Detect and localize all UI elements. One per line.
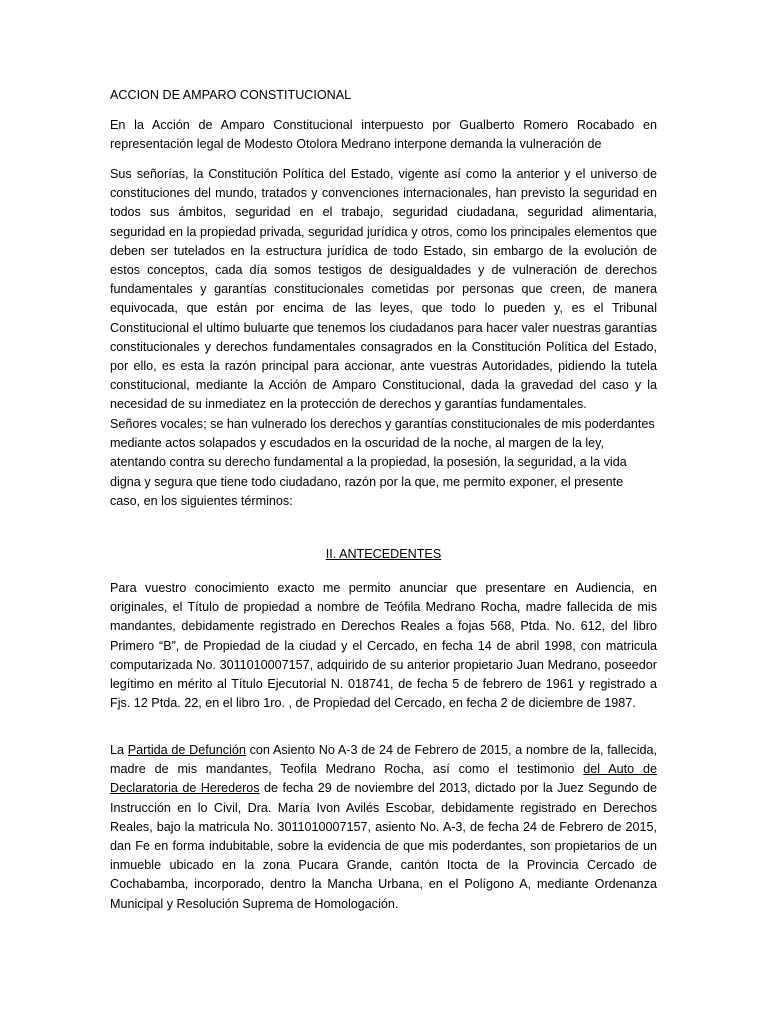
paragraph-vocales: Señores vocales; se han vulnerado los derechos y garantías constitucionales de mis poderdantes mediante actos solapados y escudados en la oscuridad de la noche, al margen de la ley, atentando contra su derecho fundamental a la propiedad, la posesión, la seguridad, a la vida digna y segura que tiene todo ciudadano, razón por la que, me permito exponer, el presente caso, en los siguientes términos: <box>110 417 655 508</box>
paragraph-text: con Asiento No A-3 de 24 de Febrero de 2015, a nombre de la, fallecida, madre de mis mandantes, Teofila Medrano Rocha, así como el testimonio <box>110 743 657 777</box>
intro-paragraph: En la Acción de Amparo Constitucional interpuesto por Gualberto Romero Rocabado en representación legal de Modesto Otolora Medrano interpone demanda la vulneración de <box>110 118 657 152</box>
underlined-partida-defuncion: Partida de Defunción <box>127 743 246 757</box>
section-heading-text: II. ANTECEDENTES <box>325 547 442 561</box>
paragraph-senorias: Sus señorías, la Constitución Política del Estado, vigente así como la anterior y el universo de constituciones del mundo, tratados y convenciones internacionales, han previsto la seguridad en todos sus ámbitos, seguridad en el trabajo, seguridad ciudadana, seguridad alimentaria, seguridad en la propiedad privada, seguridad jurídica y otros, como los principales elementos que deben ser tutelados en la estructura jurídica de todo Estado, sin embargo de la evolución de estos conceptos, cada día somos testigos de desigualdades y de vulneración de derechos fundamentales y garantías constitucionales cometidas por personas que creen, de manera equivocada, que están por encima de las leyes, que todo lo pueden y, es el Tribunal Constitucional el ultimo buluarte que tenemos los ciudadanos para hacer valer nuestras garantías constitucionales y derechos fundamentales consagrados en la Constitución Política del Estado, por ello, es esta la razón principal para accionar, ante vuestras Autoridades, pidiendo la tutela constitucional, mediante la Acción de Amparo Constitucional, dada la gravedad del caso y la necesidad de su inmediatez en la protección de derechos y garantías fundamentales. <box>110 167 657 412</box>
section-heading <box>110 545 657 564</box>
underlined-auto-declaratoria: del Auto de Declaratoria de Herederos <box>110 762 657 796</box>
paragraph-conocimiento: Para vuestro conocimiento exacto me permito anunciar que presentare en Audiencia, en originales, el Título de propiedad a nombre de Teófila Medrano Rocha, madre fallecida de mis mandantes, debidamente registrado en Derechos Reales a fojas 568, Ptda. No. 612, del libro Primero “B”, de Propiedad de la ciudad y el Cercado, en fecha 14 de abril 1998, con matricula computarizada No. 3011010007157, adquirido de su anterior propietario Juan Medrano, poseedor legítimo en mérito al Título Ejecutorial N. 018741, de fecha 5 de febrero de 1961 y registrado a Fjs. 12 Ptda. 22, en el libro 1ro. , de Propiedad del Cercado, en fecha 2 de diciembre de 1987. <box>110 581 657 711</box>
paragraph-text: de fecha 29 de noviembre del 2013, dictado por la Juez Segundo de Instrucción en lo Civil, Dra. María Ivon Avilés Escobar, debidamente registrado en Derechos Reales, bajo la matricula No. 3011010007157, asiento No. A-3, de fecha 24 de Febrero de 2015, dan Fe en forma indubitable, sobre la evidencia de que mis poderdantes, son propietarios de un inmueble ubicado en la zona Pucara Grande, cantón Itocta de la Provincia Cercado de Cochabamba, incorporado, dentro la Mancha Urbana, en el Polígono A, mediante Ordenanza Municipal y Resolución Suprema de Homologación. <box>110 781 657 911</box>
paragraph-partida <box>110 741 657 914</box>
document-title: ACCION DE AMPARO CONSTITUCIONAL <box>110 88 352 102</box>
paragraph-text: La <box>110 743 128 757</box>
